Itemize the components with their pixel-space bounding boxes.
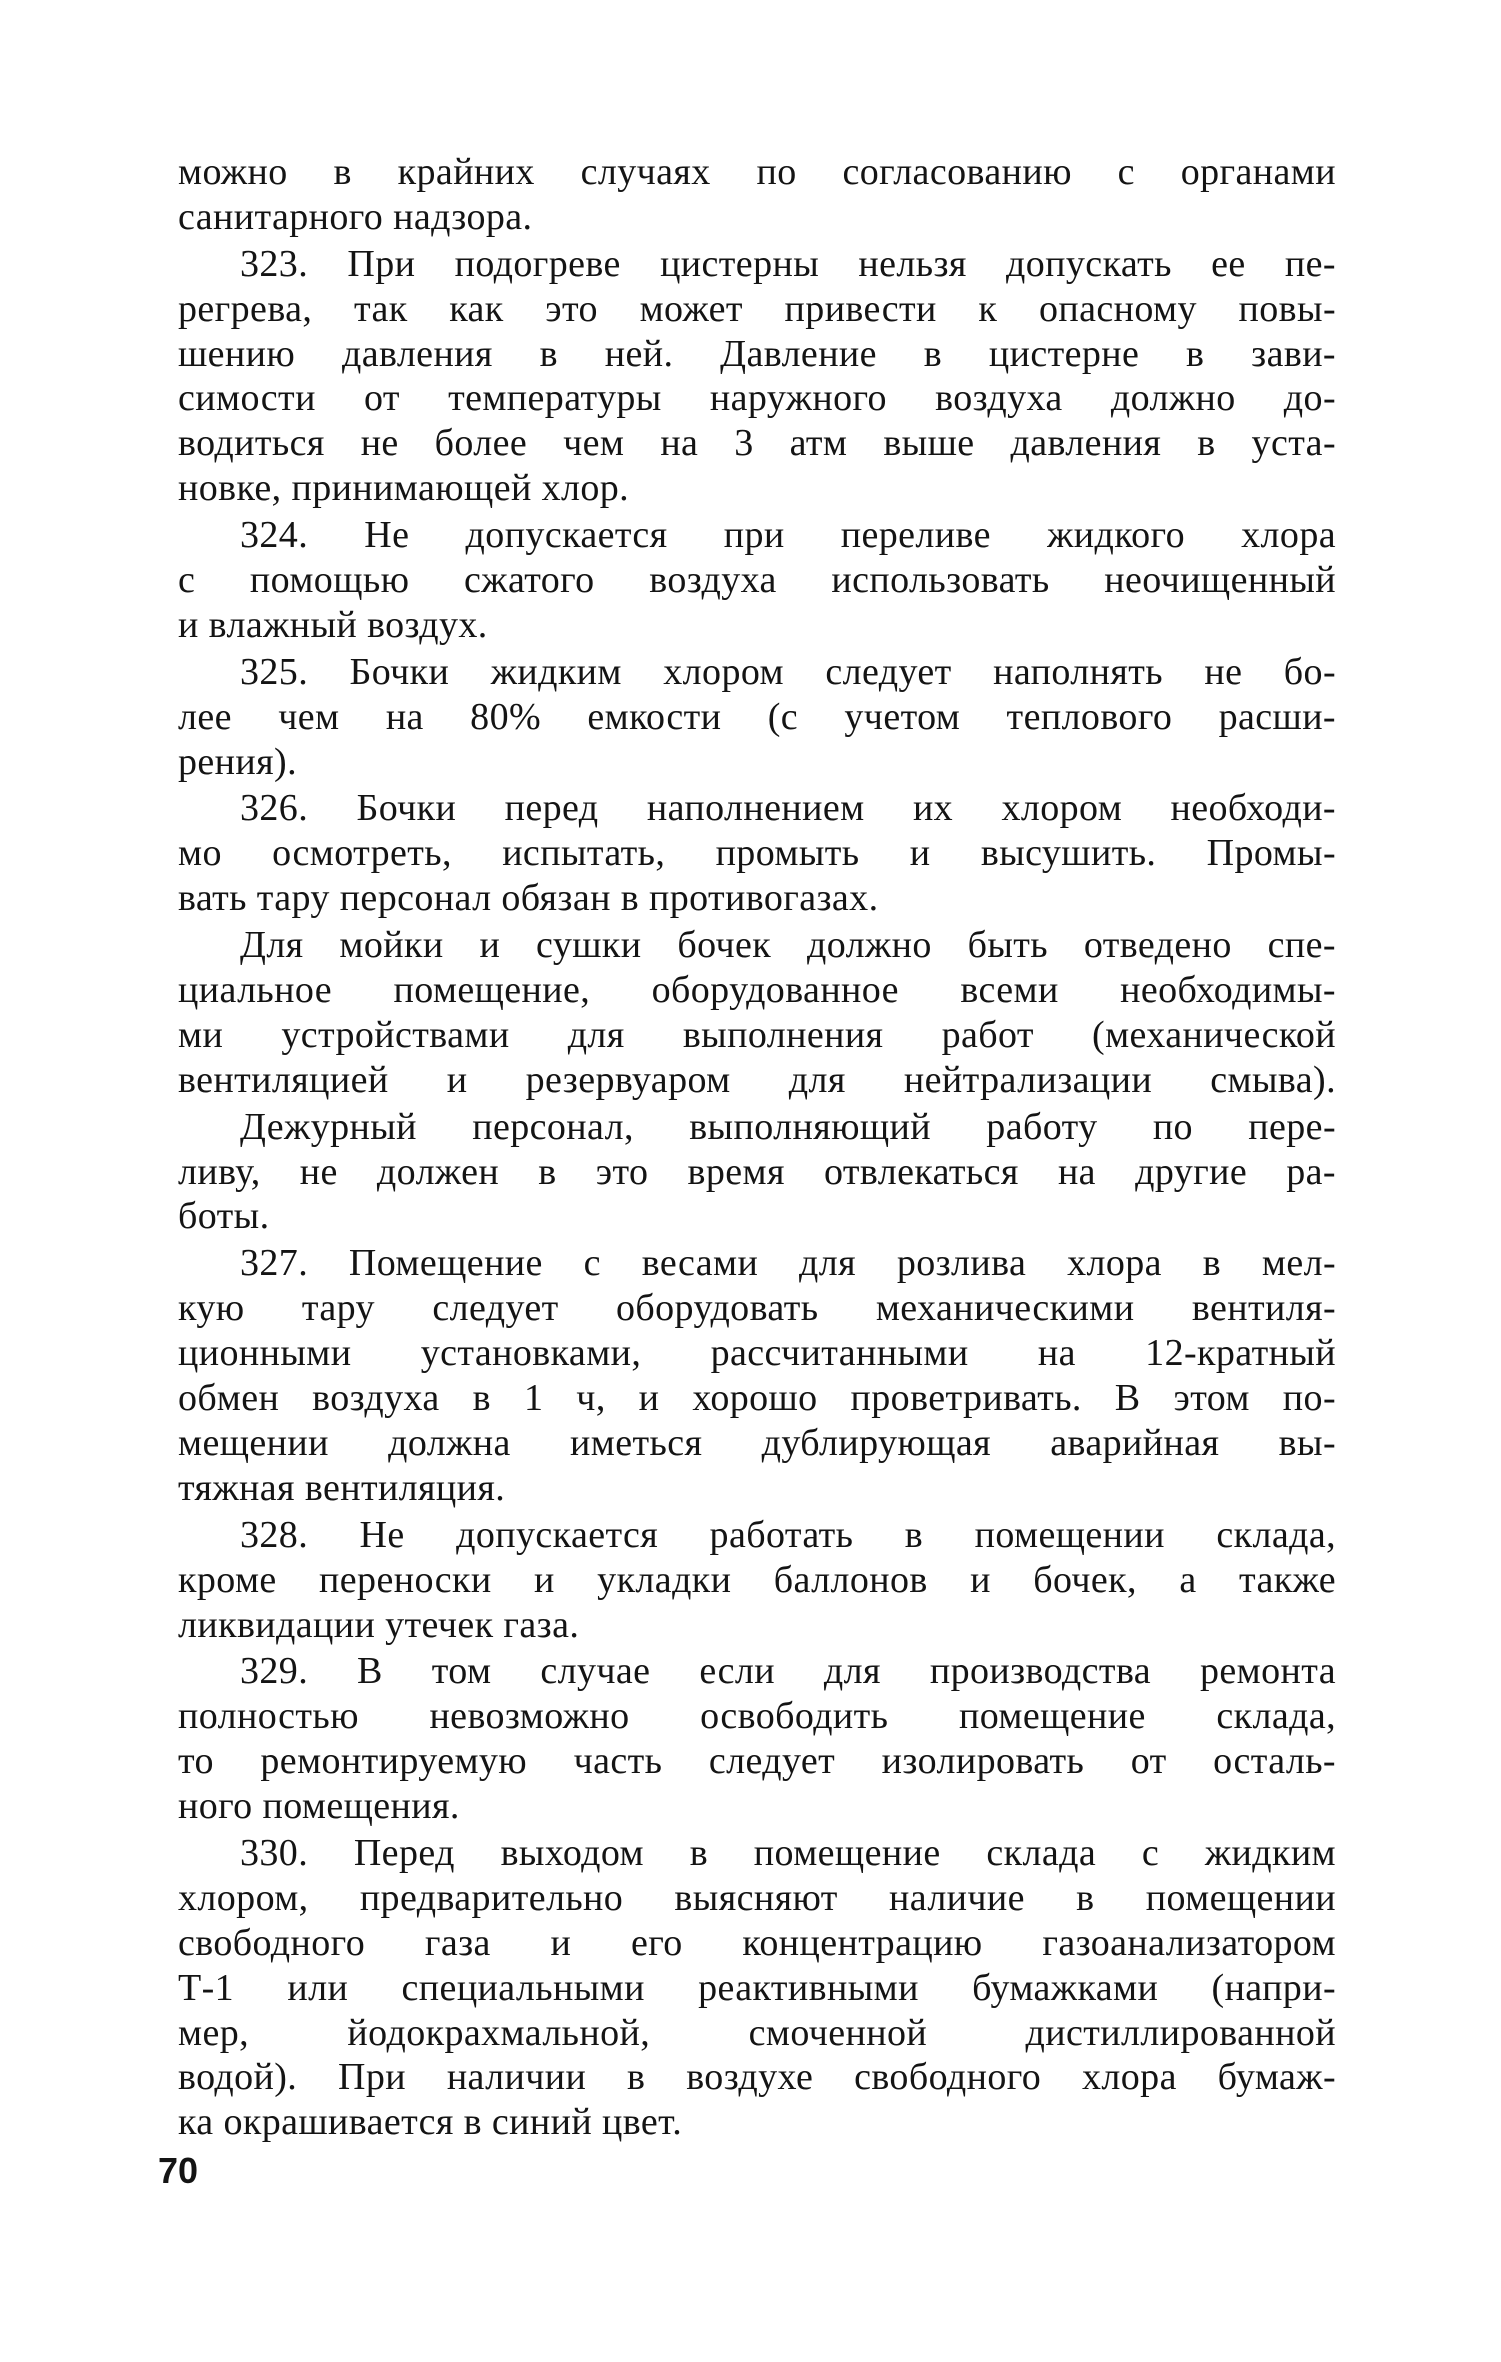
text-line: санитарного надзора. [178,195,533,238]
page-body [178,150,1336,2145]
paragraph-329 [178,1649,1336,1829]
text-line: мещении должна иметься дублирующая аварийная вы- [178,1421,1336,1464]
paragraph-324 [178,513,1336,648]
text-line: 323. При подогреве цистерны нельзя допускать ее пе- [240,242,1336,285]
text-line: 326. Бочки перед наполнением их хлором необходи- [240,787,1336,830]
text-line: симости от температуры наружного воздуха должно до- [178,377,1336,420]
text-line: ливу, не должен в это время отвлекаться на другие ра- [178,1150,1336,1193]
text-line: тяжная вентиляция. [178,1466,506,1509]
text-line: кроме переноски и укладки баллонов и бочек, а также [178,1558,1336,1601]
text-line: ного помещения. [178,1785,460,1828]
text-line: 330. Перед выходом в помещение склада с жидким [240,1831,1336,1874]
text-line: шению давления в ней. Давление в цистерне в зави- [178,332,1336,375]
text-line: 327. Помещение с весами для розлива хлора в мел- [240,1242,1336,1285]
text-line: Дежурный персонал, выполняющий работу по пере- [240,1105,1336,1148]
paragraph-328 [178,1513,1336,1648]
text-line: водиться не более чем на 3 атм выше давления в уста- [178,422,1336,465]
paragraph-325 [178,650,1336,785]
paragraph-326 [178,786,1336,921]
text-line: то ремонтируемую часть следует изолировать от осталь- [178,1740,1336,1783]
text-line: ка окрашивается в синий цвет. [178,2101,683,2144]
text-line: 324. Не допускается при переливе жидкого хлора [240,514,1336,557]
paragraph-323 [178,242,1336,511]
text-line: Для мойки и сушки бочек должно быть отведено спе- [240,924,1336,967]
paragraph [178,150,1336,240]
text-line: обмен воздуха в 1 ч, и хорошо проветривать. В этом по- [178,1377,1336,1420]
text-line: 329. В том случае если для производства ремонта [240,1650,1336,1693]
text-line: вентиляцией и резервуаром для нейтрализации смыва). [178,1058,1336,1101]
paragraph-326-washing [178,923,1336,1103]
text-line: кую тару следует оборудовать механическими вентиля- [178,1287,1336,1330]
paragraph-327 [178,1241,1336,1510]
page-number: 70 [158,2150,199,2191]
text-line: мер, йодокрахмальной, смоченной дистиллированной [178,2011,1336,2054]
text-line: лее чем на 80% емкости (с учетом теплового расши- [178,695,1336,738]
text-line: можно в крайних случаях по согласованию с органами [178,151,1336,193]
text-line: циальное помещение, оборудованное всеми необходимы- [178,969,1336,1012]
text-line: и влажный воздух. [178,603,488,646]
paragraph-330 [178,1831,1336,2145]
text-line: мо осмотреть, испытать, промыть и высушить. Промы- [178,832,1336,875]
text-line: 325. Бочки жидким хлором следует наполнять не бо- [240,650,1336,693]
text-line: рения). [178,740,297,783]
text-line: ликвидации утечек газа. [178,1603,580,1646]
text-line: ми устройствами для выполнения работ (механической [178,1013,1336,1056]
paragraph-326-staff [178,1105,1336,1240]
text-line: Т-1 или специальными реактивными бумажками (напри- [178,1966,1336,2009]
text-line: хлором, предварительно выясняют наличие в помещении [178,1876,1336,1919]
text-line: свободного газа и его концентрацию газоанализатором [178,1921,1336,1964]
text-line: новке, принимающей хлор. [178,467,630,510]
text-line: полностью невозможно освободить помещение склада, [178,1695,1336,1738]
text-line: ционными установками, рассчитанными на 12-кратный [178,1332,1336,1375]
text-line: вать тару персонал обязан в противогазах. [178,877,879,920]
text-line: водой). При наличии в воздухе свободного хлора бумаж- [178,2056,1336,2099]
text-line: 328. Не допускается работать в помещении склада, [240,1513,1336,1556]
text-line: боты. [178,1195,270,1238]
text-line: с помощью сжатого воздуха использовать неочищенный [178,559,1336,602]
text-line: регрева, так как это может привести к опасному повы- [178,287,1336,330]
